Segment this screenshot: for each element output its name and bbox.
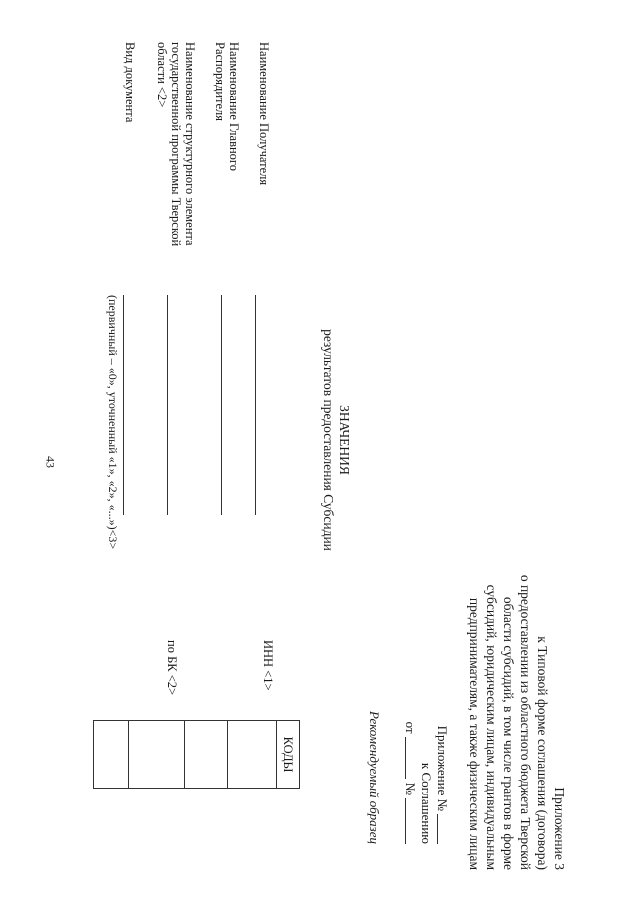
code-cell-row <box>228 721 277 789</box>
agreement-ref-label: к Соглашению <box>419 762 434 844</box>
appendix-line: области субсидий, в том числе грантов в форме <box>501 596 516 870</box>
title-main: ЗНАЧЕНИЯ <box>337 405 352 475</box>
appendix-line: субсидий, юридическим лицам, индивидуальным <box>484 584 499 870</box>
codes-header: КОДЫ <box>277 721 300 789</box>
bk-label: по БК <2> <box>165 640 179 696</box>
codes-table <box>93 720 300 789</box>
agreement-appendix-label: Приложение № <box>435 725 450 811</box>
agreement-ref-row <box>418 644 434 844</box>
recipient-fill-line <box>255 295 256 515</box>
doc-type-code-cell <box>94 721 129 789</box>
bk-code-cell <box>129 721 185 789</box>
appendix-line: предпринимателям, а также физическим лицам <box>467 597 482 870</box>
label-document-type: Вид документа <box>123 42 137 123</box>
title-sub: результатов предоставления Субсидии <box>321 329 336 551</box>
code-cell-row <box>185 721 228 789</box>
document-title <box>320 260 352 620</box>
manager-code-cell <box>185 721 228 789</box>
agreement-number-label: № <box>403 782 418 795</box>
code-cell-row <box>129 721 185 789</box>
label-structural-element: Наименование структурного элемента государственной программы Тверской области <2> <box>155 42 197 247</box>
agreement-date-blank <box>405 737 418 779</box>
codes-header-row <box>277 721 300 789</box>
appendix-line: к Типовой форме соглашения (договора) <box>535 636 550 870</box>
appendix-line: о предоставлении из областного бюджета Тверской <box>518 574 533 870</box>
agreement-from-label: от <box>403 721 418 734</box>
label-main-manager: Наименование Главного Распорядителя <box>213 42 241 171</box>
label-recipient: Наименование Получателя <box>257 42 271 186</box>
agreement-number-blank <box>405 798 418 844</box>
agreement-date-row <box>402 644 418 844</box>
page-number: 43 <box>43 456 58 468</box>
inn-label: ИНН <1> <box>261 640 275 691</box>
document-type-fill-line <box>123 295 124 515</box>
sample-label: Рекомендуемый образец <box>367 710 382 844</box>
inn-code-cell <box>228 721 277 789</box>
agreement-reference <box>402 644 450 844</box>
code-cell-row <box>94 721 129 789</box>
appendix-header <box>466 400 568 870</box>
appendix-line: Приложение 3 <box>552 787 567 870</box>
main-manager-fill-line <box>221 295 222 515</box>
document-type-hint: (первичный – «0», уточненный «1», «2», «...»)<3> <box>106 295 120 550</box>
agreement-appendix-row <box>434 644 450 844</box>
structural-element-fill-line <box>167 295 168 515</box>
appendix-number-blank <box>437 814 450 844</box>
